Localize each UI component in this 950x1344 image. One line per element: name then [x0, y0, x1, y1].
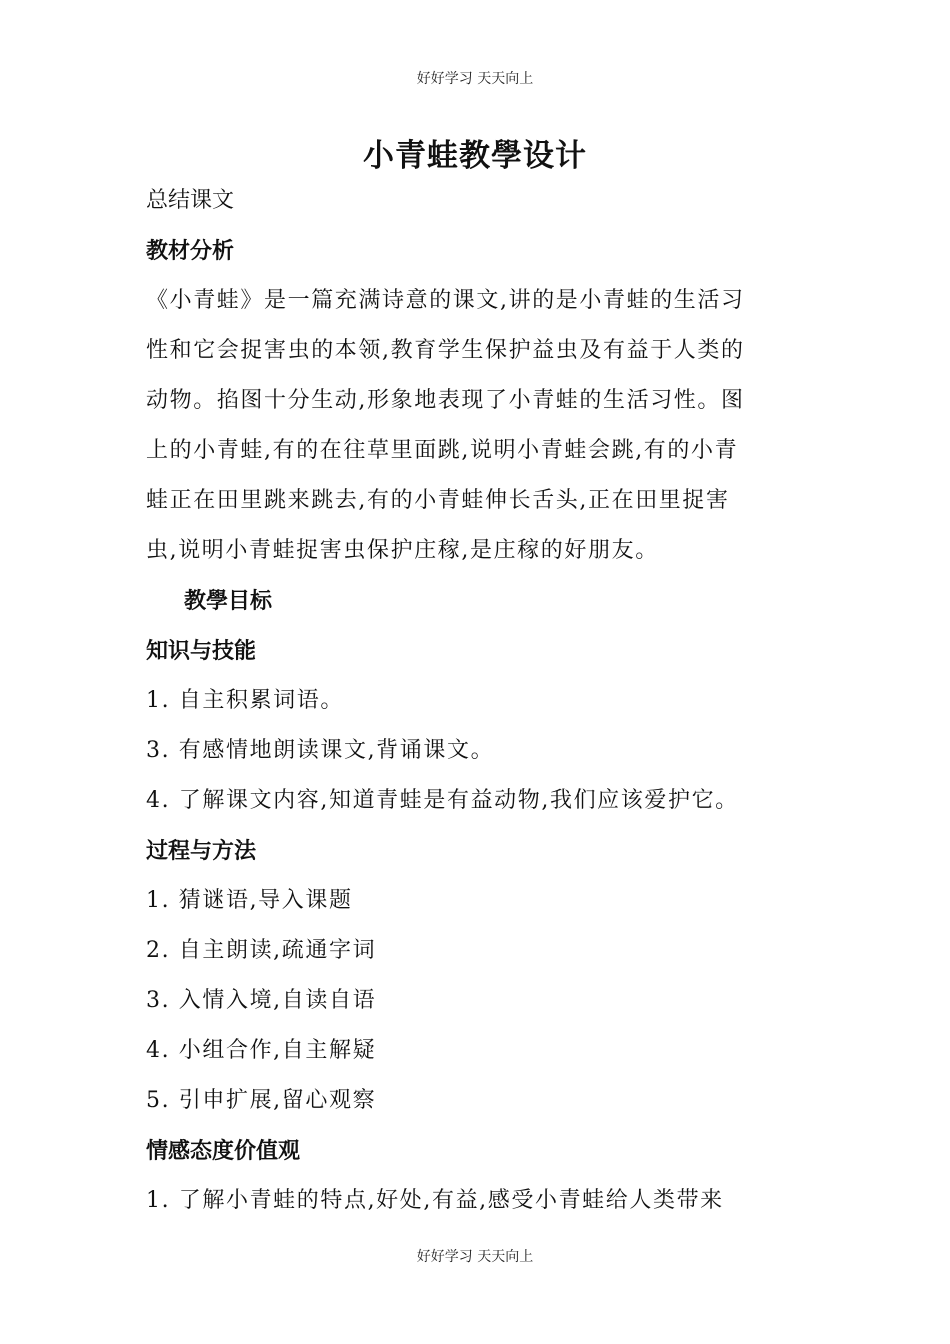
- section-summary: 总结课文: [146, 188, 235, 213]
- page-footer: 好好学习 天天向上: [416, 1249, 534, 1265]
- list-item: 4. 了解课文内容,知道青蛙是有益动物,我们应该爱护它。: [146, 788, 739, 813]
- heading-material-analysis: 教材分析: [146, 238, 235, 264]
- heading-knowledge-skills: 知识与技能: [146, 638, 257, 664]
- heading-teaching-goals: 教學目标: [184, 588, 273, 614]
- list-item: 3. 入情入境,自读自语: [146, 988, 377, 1013]
- paragraph-line: 性和它会捉害虫的本领,教育学生保护益虫及有益于人类的: [146, 338, 745, 363]
- paragraph-line: 蛙正在田里跳来跳去,有的小青蛙伸长舌头,正在田里捉害: [146, 488, 730, 513]
- heading-process-method: 过程与方法: [146, 838, 257, 864]
- heading-emotion-values: 情感态度价值观: [146, 1138, 301, 1164]
- paragraph-line: 《小青蛙》是一篇充满诗意的课文,讲的是小青蛙的生活习: [146, 288, 745, 313]
- paragraph-line: 虫,说明小青蛙捉害虫保护庄稼,是庄稼的好朋友。: [146, 538, 659, 563]
- list-item: 5. 引申扩展,留心观察: [146, 1088, 377, 1113]
- list-item: 1. 了解小青蛙的特点,好处,有益,感受小青蛙给人类带来: [146, 1188, 724, 1213]
- paragraph-line: 上的小青蛙,有的在往草里面跳,说明小青蛙会跳,有的小青: [146, 438, 739, 463]
- list-item: 1. 自主积累词语。: [146, 688, 344, 713]
- list-item: 4. 小组合作,自主解疑: [146, 1038, 377, 1063]
- page-header: 好好学习 天天向上: [416, 71, 534, 87]
- list-item: 3. 有感情地朗读课文,背诵课文。: [146, 738, 495, 763]
- document-title: 小青蛙教學设计: [363, 138, 587, 174]
- list-item: 2. 自主朗读,疏通字词: [146, 938, 377, 963]
- paragraph-line: 动物。掐图十分生动,形象地表现了小青蛙的生活习性。图: [146, 388, 745, 413]
- list-item: 1. 猜谜语,导入课题: [146, 888, 353, 913]
